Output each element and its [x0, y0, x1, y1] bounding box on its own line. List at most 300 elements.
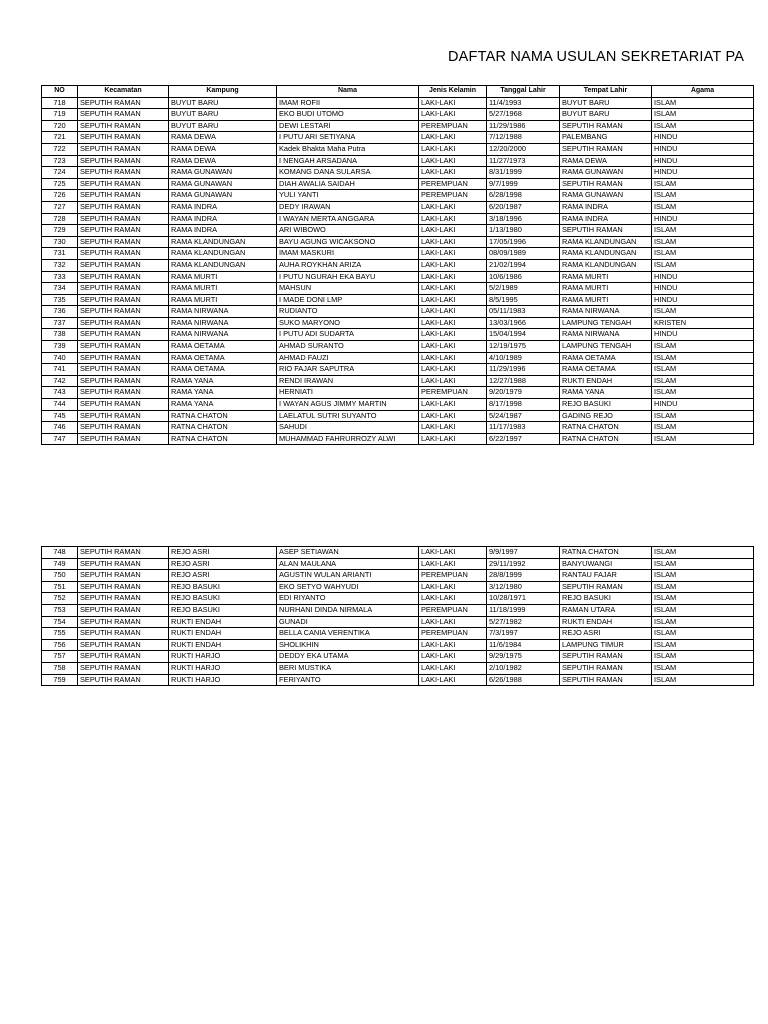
cell-tempat-lahir: SEPUTIH RAMAN — [560, 662, 652, 674]
cell-agama: HINDU — [652, 132, 754, 144]
cell-tanggal-lahir: 5/27/1982 — [487, 616, 560, 628]
cell-tanggal-lahir: 6/28/1998 — [487, 190, 560, 202]
cell-nama: AHMAD FAUZI — [277, 352, 419, 364]
cell-no: 719 — [42, 109, 78, 121]
header-jenis-kelamin: Jenis Kelamin — [419, 86, 487, 98]
cell-tempat-lahir: RAMA DEWA — [560, 155, 652, 167]
cell-tempat-lahir: RAMA GUNAWAN — [560, 167, 652, 179]
cell-agama: HINDU — [652, 213, 754, 225]
cell-tempat-lahir: RAMA GUNAWAN — [560, 190, 652, 202]
cell-jenis-kelamin: LAKI-LAKI — [419, 581, 487, 593]
cell-nama: DEDDY EKA UTAMA — [277, 651, 419, 663]
table-row — [42, 639, 754, 651]
cell-kampung: RAMA NIRWANA — [169, 329, 277, 341]
cell-jenis-kelamin: LAKI-LAKI — [419, 399, 487, 411]
table-row — [42, 651, 754, 663]
cell-kecamatan: SEPUTIH RAMAN — [78, 329, 169, 341]
cell-kampung: RAMA OETAMA — [169, 352, 277, 364]
cell-tanggal-lahir: 15/04/1994 — [487, 329, 560, 341]
cell-agama: ISLAM — [652, 375, 754, 387]
cell-nama: I WAYAN AGUS JIMMY MARTIN — [277, 399, 419, 411]
cell-nama: MUHAMMAD FAHRURROZY ALWI — [277, 433, 419, 445]
cell-nama: LAELATUL SUTRI SUYANTO — [277, 410, 419, 422]
cell-kampung: RAMA MURTI — [169, 283, 277, 295]
cell-kampung: RAMA GUNAWAN — [169, 167, 277, 179]
cell-agama: ISLAM — [652, 410, 754, 422]
cell-kampung: RAMA DEWA — [169, 132, 277, 144]
cell-nama: Kadek Bhakta Maha Putra — [277, 143, 419, 155]
cell-jenis-kelamin: LAKI-LAKI — [419, 236, 487, 248]
cell-kampung: RUKTI ENDAH — [169, 628, 277, 640]
cell-agama: ISLAM — [652, 201, 754, 213]
cell-jenis-kelamin: LAKI-LAKI — [419, 547, 487, 559]
cell-no: 738 — [42, 329, 78, 341]
cell-tempat-lahir: GADING REJO — [560, 410, 652, 422]
cell-tempat-lahir: RAMA INDRA — [560, 201, 652, 213]
cell-no: 728 — [42, 213, 78, 225]
cell-tanggal-lahir: 5/2/1989 — [487, 283, 560, 295]
cell-no: 725 — [42, 178, 78, 190]
cell-agama: ISLAM — [652, 604, 754, 616]
table-row — [42, 97, 754, 109]
cell-no: 758 — [42, 662, 78, 674]
header-kampung: Kampung — [169, 86, 277, 98]
cell-no: 733 — [42, 271, 78, 283]
cell-kecamatan: SEPUTIH RAMAN — [78, 628, 169, 640]
cell-jenis-kelamin: LAKI-LAKI — [419, 225, 487, 237]
cell-kampung: RUKTI HARJO — [169, 662, 277, 674]
cell-kecamatan: SEPUTIH RAMAN — [78, 190, 169, 202]
cell-no: 756 — [42, 639, 78, 651]
cell-tanggal-lahir: 8/5/1995 — [487, 294, 560, 306]
cell-no: 754 — [42, 616, 78, 628]
table-row — [42, 399, 754, 411]
cell-tanggal-lahir: 12/20/2000 — [487, 143, 560, 155]
table-row — [42, 143, 754, 155]
cell-no: 740 — [42, 352, 78, 364]
data-table-continued — [41, 546, 754, 686]
table-row — [42, 132, 754, 144]
cell-agama: KRISTEN — [652, 317, 754, 329]
cell-nama: EDI RIYANTO — [277, 593, 419, 605]
cell-nama: SHOLIKHIN — [277, 639, 419, 651]
cell-jenis-kelamin: LAKI-LAKI — [419, 271, 487, 283]
cell-nama: RIO FAJAR SAPUTRA — [277, 364, 419, 376]
cell-nama: BAYU AGUNG WICAKSONO — [277, 236, 419, 248]
cell-agama: ISLAM — [652, 422, 754, 434]
cell-no: 757 — [42, 651, 78, 663]
cell-kampung: RAMA NIRWANA — [169, 306, 277, 318]
cell-tanggal-lahir: 8/17/1998 — [487, 399, 560, 411]
cell-kampung: REJO BASUKI — [169, 604, 277, 616]
header-tempat-lahir: Tempat Lahir — [560, 86, 652, 98]
cell-agama: ISLAM — [652, 433, 754, 445]
cell-tanggal-lahir: 12/19/1975 — [487, 341, 560, 353]
cell-kecamatan: SEPUTIH RAMAN — [78, 225, 169, 237]
cell-kampung: RAMA YANA — [169, 375, 277, 387]
cell-agama: ISLAM — [652, 639, 754, 651]
cell-kampung: RAMA GUNAWAN — [169, 190, 277, 202]
table-row — [42, 283, 754, 295]
cell-no: 720 — [42, 120, 78, 132]
cell-no: 751 — [42, 581, 78, 593]
cell-tanggal-lahir: 28/8/1999 — [487, 570, 560, 582]
cell-tempat-lahir: LAMPUNG TIMUR — [560, 639, 652, 651]
cell-tempat-lahir: LAMPUNG TENGAH — [560, 341, 652, 353]
cell-agama: ISLAM — [652, 236, 754, 248]
table-row — [42, 547, 754, 559]
table-row — [42, 364, 754, 376]
cell-tanggal-lahir: 9/20/1979 — [487, 387, 560, 399]
cell-agama: HINDU — [652, 329, 754, 341]
cell-nama: I NENGAH ARSADANA — [277, 155, 419, 167]
cell-no: 742 — [42, 375, 78, 387]
cell-kecamatan: SEPUTIH RAMAN — [78, 570, 169, 582]
table-row — [42, 593, 754, 605]
cell-no: 759 — [42, 674, 78, 686]
cell-tanggal-lahir: 1/13/1980 — [487, 225, 560, 237]
cell-agama: ISLAM — [652, 120, 754, 132]
cell-jenis-kelamin: PEREMPUAN — [419, 190, 487, 202]
cell-tanggal-lahir: 11/29/1996 — [487, 364, 560, 376]
table-row — [42, 317, 754, 329]
cell-tempat-lahir: RATNA CHATON — [560, 422, 652, 434]
cell-tempat-lahir: RAMA KLANDUNGAN — [560, 248, 652, 260]
cell-kampung: RAMA MURTI — [169, 271, 277, 283]
table-row — [42, 558, 754, 570]
cell-nama: IMAM MASKURI — [277, 248, 419, 260]
cell-jenis-kelamin: LAKI-LAKI — [419, 410, 487, 422]
cell-tanggal-lahir: 12/27/1988 — [487, 375, 560, 387]
cell-kampung: RAMA YANA — [169, 387, 277, 399]
cell-no: 727 — [42, 201, 78, 213]
cell-jenis-kelamin: LAKI-LAKI — [419, 662, 487, 674]
cell-kecamatan: SEPUTIH RAMAN — [78, 271, 169, 283]
cell-kecamatan: SEPUTIH RAMAN — [78, 662, 169, 674]
cell-agama: ISLAM — [652, 364, 754, 376]
cell-jenis-kelamin: PEREMPUAN — [419, 387, 487, 399]
cell-kampung: RAMA DEWA — [169, 143, 277, 155]
cell-tempat-lahir: RATNA CHATON — [560, 547, 652, 559]
cell-jenis-kelamin: PEREMPUAN — [419, 604, 487, 616]
cell-jenis-kelamin: LAKI-LAKI — [419, 155, 487, 167]
cell-kecamatan: SEPUTIH RAMAN — [78, 143, 169, 155]
cell-tanggal-lahir: 10/28/1971 — [487, 593, 560, 605]
cell-agama: HINDU — [652, 283, 754, 295]
cell-tempat-lahir: RAMA OETAMA — [560, 352, 652, 364]
cell-no: 741 — [42, 364, 78, 376]
cell-no: 744 — [42, 399, 78, 411]
cell-no: 748 — [42, 547, 78, 559]
cell-nama: I PUTU ADI SUDARTA — [277, 329, 419, 341]
cell-tempat-lahir: BUYUT BARU — [560, 109, 652, 121]
cell-kecamatan: SEPUTIH RAMAN — [78, 558, 169, 570]
cell-nama: YULI YANTI — [277, 190, 419, 202]
cell-tanggal-lahir: 3/12/1980 — [487, 581, 560, 593]
cell-jenis-kelamin: PEREMPUAN — [419, 628, 487, 640]
cell-agama: ISLAM — [652, 190, 754, 202]
table-row — [42, 375, 754, 387]
cell-kampung: RAMA INDRA — [169, 201, 277, 213]
cell-kampung: REJO ASRI — [169, 547, 277, 559]
cell-tempat-lahir: SEPUTIH RAMAN — [560, 674, 652, 686]
header-nama: Nama — [277, 86, 419, 98]
cell-kampung: BUYUT BARU — [169, 109, 277, 121]
cell-jenis-kelamin: LAKI-LAKI — [419, 294, 487, 306]
cell-tanggal-lahir: 7/3/1997 — [487, 628, 560, 640]
cell-agama: ISLAM — [652, 547, 754, 559]
cell-no: 743 — [42, 387, 78, 399]
cell-tempat-lahir: RAMAN UTARA — [560, 604, 652, 616]
cell-jenis-kelamin: LAKI-LAKI — [419, 616, 487, 628]
cell-jenis-kelamin: LAKI-LAKI — [419, 143, 487, 155]
cell-kecamatan: SEPUTIH RAMAN — [78, 410, 169, 422]
cell-no: 755 — [42, 628, 78, 640]
cell-tanggal-lahir: 3/18/1996 — [487, 213, 560, 225]
cell-nama: KOMANG DANA SULARSA — [277, 167, 419, 179]
cell-kecamatan: SEPUTIH RAMAN — [78, 317, 169, 329]
cell-nama: MAHSUN — [277, 283, 419, 295]
cell-tempat-lahir: BANYUWANGI — [560, 558, 652, 570]
cell-no: 718 — [42, 97, 78, 109]
cell-no: 745 — [42, 410, 78, 422]
cell-no: 736 — [42, 306, 78, 318]
cell-nama: AGUSTIN WULAN ARIANTI — [277, 570, 419, 582]
cell-tanggal-lahir: 4/10/1989 — [487, 352, 560, 364]
table-row — [42, 109, 754, 121]
cell-kecamatan: SEPUTIH RAMAN — [78, 387, 169, 399]
table-row — [42, 248, 754, 260]
cell-jenis-kelamin: LAKI-LAKI — [419, 674, 487, 686]
cell-kampung: RAMA KLANDUNGAN — [169, 248, 277, 260]
cell-tanggal-lahir: 05/11/1983 — [487, 306, 560, 318]
cell-tanggal-lahir: 9/7/1999 — [487, 178, 560, 190]
cell-jenis-kelamin: LAKI-LAKI — [419, 109, 487, 121]
cell-kecamatan: SEPUTIH RAMAN — [78, 651, 169, 663]
cell-no: 734 — [42, 283, 78, 295]
cell-kampung: RATNA CHATON — [169, 422, 277, 434]
cell-no: 721 — [42, 132, 78, 144]
cell-jenis-kelamin: LAKI-LAKI — [419, 364, 487, 376]
cell-jenis-kelamin: LAKI-LAKI — [419, 97, 487, 109]
cell-tanggal-lahir: 9/9/1997 — [487, 547, 560, 559]
cell-kampung: BUYUT BARU — [169, 97, 277, 109]
cell-tempat-lahir: BUYUT BARU — [560, 97, 652, 109]
cell-agama: HINDU — [652, 294, 754, 306]
cell-kampung: RUKTI HARJO — [169, 651, 277, 663]
cell-no: 724 — [42, 167, 78, 179]
table-row — [42, 410, 754, 422]
cell-kecamatan: SEPUTIH RAMAN — [78, 120, 169, 132]
cell-jenis-kelamin: LAKI-LAKI — [419, 352, 487, 364]
cell-nama: FERIYANTO — [277, 674, 419, 686]
cell-kampung: RUKTI ENDAH — [169, 616, 277, 628]
cell-no: 732 — [42, 259, 78, 271]
table-row — [42, 190, 754, 202]
cell-nama: ASEP SETIAWAN — [277, 547, 419, 559]
cell-tempat-lahir: PALEMBANG — [560, 132, 652, 144]
cell-nama: EKO BUDI UTOMO — [277, 109, 419, 121]
table-row — [42, 341, 754, 353]
cell-tempat-lahir: RATNA CHATON — [560, 433, 652, 445]
cell-kampung: REJO BASUKI — [169, 581, 277, 593]
cell-agama: ISLAM — [652, 248, 754, 260]
cell-tempat-lahir: LAMPUNG TENGAH — [560, 317, 652, 329]
cell-nama: ARI WIBOWO — [277, 225, 419, 237]
cell-agama: HINDU — [652, 271, 754, 283]
table-row — [42, 570, 754, 582]
cell-tanggal-lahir: 6/20/1987 — [487, 201, 560, 213]
cell-no: 737 — [42, 317, 78, 329]
table-row — [42, 604, 754, 616]
cell-tempat-lahir: SEPUTIH RAMAN — [560, 225, 652, 237]
table-row — [42, 225, 754, 237]
cell-nama: EKO SETYO WAHYUDI — [277, 581, 419, 593]
cell-kampung: RUKTI HARJO — [169, 674, 277, 686]
cell-kecamatan: SEPUTIH RAMAN — [78, 616, 169, 628]
cell-tanggal-lahir: 6/26/1988 — [487, 674, 560, 686]
cell-tanggal-lahir: 9/29/1975 — [487, 651, 560, 663]
cell-tempat-lahir: RAMA YANA — [560, 387, 652, 399]
cell-kecamatan: SEPUTIH RAMAN — [78, 294, 169, 306]
cell-kampung: REJO BASUKI — [169, 593, 277, 605]
cell-kecamatan: SEPUTIH RAMAN — [78, 547, 169, 559]
table-row — [42, 236, 754, 248]
cell-kecamatan: SEPUTIH RAMAN — [78, 178, 169, 190]
cell-tanggal-lahir: 08/09/1989 — [487, 248, 560, 260]
cell-kecamatan: SEPUTIH RAMAN — [78, 399, 169, 411]
cell-jenis-kelamin: LAKI-LAKI — [419, 201, 487, 213]
cell-kecamatan: SEPUTIH RAMAN — [78, 674, 169, 686]
table-row — [42, 155, 754, 167]
cell-kecamatan: SEPUTIH RAMAN — [78, 375, 169, 387]
cell-kecamatan: SEPUTIH RAMAN — [78, 167, 169, 179]
cell-tanggal-lahir: 29/11/1992 — [487, 558, 560, 570]
cell-jenis-kelamin: LAKI-LAKI — [419, 283, 487, 295]
table-row — [42, 306, 754, 318]
cell-kecamatan: SEPUTIH RAMAN — [78, 639, 169, 651]
cell-nama: SAHUDI — [277, 422, 419, 434]
cell-tanggal-lahir: 6/22/1997 — [487, 433, 560, 445]
cell-tanggal-lahir: 11/27/1973 — [487, 155, 560, 167]
header-no: NO — [42, 86, 78, 98]
cell-tempat-lahir: RAMA MURTI — [560, 271, 652, 283]
header-row — [42, 86, 754, 98]
cell-kampung: RAMA MURTI — [169, 294, 277, 306]
cell-tanggal-lahir: 2/10/1982 — [487, 662, 560, 674]
table-row — [42, 433, 754, 445]
cell-jenis-kelamin: PEREMPUAN — [419, 120, 487, 132]
header-kecamatan: Kecamatan — [78, 86, 169, 98]
cell-tanggal-lahir: 17/05/1996 — [487, 236, 560, 248]
cell-kecamatan: SEPUTIH RAMAN — [78, 341, 169, 353]
cell-jenis-kelamin: LAKI-LAKI — [419, 259, 487, 271]
cell-no: 729 — [42, 225, 78, 237]
cell-jenis-kelamin: LAKI-LAKI — [419, 213, 487, 225]
cell-tanggal-lahir: 11/17/1983 — [487, 422, 560, 434]
cell-kampung: RAMA GUNAWAN — [169, 178, 277, 190]
cell-kecamatan: SEPUTIH RAMAN — [78, 155, 169, 167]
cell-jenis-kelamin: LAKI-LAKI — [419, 306, 487, 318]
cell-tanggal-lahir: 11/6/1984 — [487, 639, 560, 651]
cell-no: 735 — [42, 294, 78, 306]
cell-jenis-kelamin: LAKI-LAKI — [419, 433, 487, 445]
cell-nama: DEDY IRAWAN — [277, 201, 419, 213]
header-agama: Agama — [652, 86, 754, 98]
cell-kecamatan: SEPUTIH RAMAN — [78, 213, 169, 225]
cell-agama: ISLAM — [652, 109, 754, 121]
cell-agama: ISLAM — [652, 178, 754, 190]
cell-kampung: RAMA NIRWANA — [169, 317, 277, 329]
table-row — [42, 120, 754, 132]
header-tanggal-lahir: Tanggal Lahir — [487, 86, 560, 98]
cell-tempat-lahir: RAMA MURTI — [560, 294, 652, 306]
table-row — [42, 167, 754, 179]
cell-kampung: BUYUT BARU — [169, 120, 277, 132]
cell-agama: ISLAM — [652, 387, 754, 399]
cell-agama: ISLAM — [652, 651, 754, 663]
cell-jenis-kelamin: LAKI-LAKI — [419, 639, 487, 651]
cell-agama: ISLAM — [652, 628, 754, 640]
cell-nama: I PUTU NGURAH EKA BAYU — [277, 271, 419, 283]
cell-nama: DEWI LESTARI — [277, 120, 419, 132]
cell-jenis-kelamin: LAKI-LAKI — [419, 375, 487, 387]
cell-nama: DIAH AWALIA SAIDAH — [277, 178, 419, 190]
cell-kecamatan: SEPUTIH RAMAN — [78, 593, 169, 605]
cell-nama: I PUTU ARI SETIYANA — [277, 132, 419, 144]
cell-nama: HERNIATI — [277, 387, 419, 399]
cell-tempat-lahir: SEPUTIH RAMAN — [560, 581, 652, 593]
cell-nama: AUHA ROYKHAN ARIZA — [277, 259, 419, 271]
cell-tanggal-lahir: 11/29/1986 — [487, 120, 560, 132]
cell-agama: ISLAM — [652, 341, 754, 353]
cell-tempat-lahir: RAMA INDRA — [560, 213, 652, 225]
cell-agama: ISLAM — [652, 306, 754, 318]
cell-kampung: RATNA CHATON — [169, 433, 277, 445]
cell-kampung: RAMA KLANDUNGAN — [169, 236, 277, 248]
cell-tanggal-lahir: 5/24/1987 — [487, 410, 560, 422]
cell-tempat-lahir: REJO BASUKI — [560, 399, 652, 411]
cell-jenis-kelamin: LAKI-LAKI — [419, 132, 487, 144]
cell-kecamatan: SEPUTIH RAMAN — [78, 422, 169, 434]
cell-tanggal-lahir: 10/6/1986 — [487, 271, 560, 283]
cell-agama: ISLAM — [652, 662, 754, 674]
cell-kampung: RATNA CHATON — [169, 410, 277, 422]
cell-kampung: RAMA KLANDUNGAN — [169, 259, 277, 271]
table-row — [42, 422, 754, 434]
table-row — [42, 352, 754, 364]
cell-kecamatan: SEPUTIH RAMAN — [78, 352, 169, 364]
cell-tempat-lahir: RAMA KLANDUNGAN — [560, 236, 652, 248]
cell-tempat-lahir: RAMA MURTI — [560, 283, 652, 295]
cell-nama: I MADE DONI LMP — [277, 294, 419, 306]
cell-no: 752 — [42, 593, 78, 605]
cell-nama: RENDI IRAWAN — [277, 375, 419, 387]
cell-kampung: RAMA INDRA — [169, 213, 277, 225]
cell-jenis-kelamin: LAKI-LAKI — [419, 248, 487, 260]
table-row — [42, 674, 754, 686]
cell-jenis-kelamin: LAKI-LAKI — [419, 317, 487, 329]
cell-kampung: REJO ASRI — [169, 558, 277, 570]
cell-agama: ISLAM — [652, 616, 754, 628]
cell-agama: ISLAM — [652, 593, 754, 605]
cell-tempat-lahir: RANTAU FAJAR — [560, 570, 652, 582]
cell-jenis-kelamin: PEREMPUAN — [419, 178, 487, 190]
cell-tempat-lahir: RAMA NIRWANA — [560, 306, 652, 318]
cell-nama: RUDIANTO — [277, 306, 419, 318]
cell-agama: ISLAM — [652, 259, 754, 271]
cell-agama: HINDU — [652, 167, 754, 179]
